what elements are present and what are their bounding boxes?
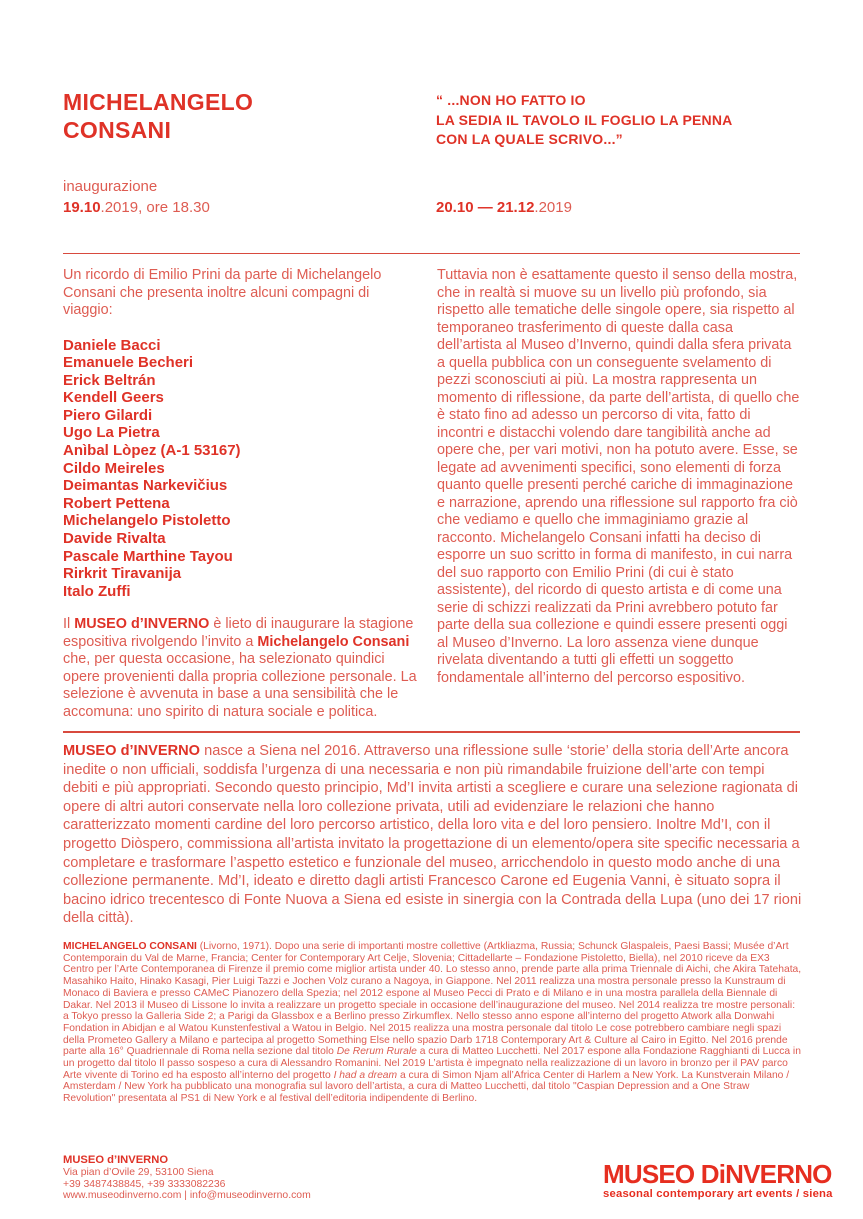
artist-name: Cildo Meireles (63, 459, 165, 477)
artist-name: Michelangelo Pistoletto (63, 512, 231, 530)
museum-logo (603, 1161, 833, 1201)
period-dates: 20.10 — 21.12 (436, 199, 535, 216)
invitation-paragraph: Il MUSEO d’INVERNO è lieto di inaugurare la stagione espositiva rivolgendo l’invito a Michelangelo Consani che, per questa occasione, ha selezionato quindici opere provenienti dalla propria collezione personale. La selezione è avvenuta in base a una sensibilità che le accomuna: uno spirito di natura sociale e politica. (63, 616, 417, 720)
opening-label: inaugurazione (63, 178, 158, 195)
exhibition-quote (436, 91, 732, 150)
museum-logo-wordmark: MUSEO DiNVERNO (603, 1159, 832, 1189)
artist-name: Italo Zuffi (63, 582, 131, 600)
opening-info (63, 176, 210, 218)
page-title (63, 88, 253, 144)
artist-name: Emanuele Becheri (63, 354, 194, 372)
quote-line: “ ...NON HO FATTO IO (436, 92, 586, 108)
museum-address: Via pian d’Ovile 29, 53100 Siena (63, 1167, 214, 1179)
artist-name: Erick Beltrán (63, 371, 156, 389)
exhibition-period (436, 197, 572, 218)
artist-name: Robert Pettena (63, 494, 170, 512)
artist-name: Pascale Marthine Tayou (63, 547, 233, 565)
artist-name: Ugo La Pietra (63, 424, 160, 442)
museum-about-text: nasce a Siena nel 2016. Attraverso una riflessione sulle ‘storie’ della storia dell’Arte ancora inedite o non ufficiali, soddisfa l’urgenza di una necessaria e non più rimandabile fruizione dell’arte con tempi debiti e più appropriati. Secondo questo principio, Md’I invita artisti a scegliere e curare una selezione ragionata di opere di altri autori conservate nella loro collezione privata, utili ad evidenziare le relazioni che hanno caratterizzato momenti cardine del loro percorso artistico, della loro vita e del loro pensiero. Inoltre Md’I, con il progetto Diòspero, commissiona all’artista invitato la progettazione di un elemento/opera site specific necessaria a completare e trasformare l’aspetto estetico e funzionale del museo, arricchendolo in questo modo anche di una collezione permanente. Md’I, ideato e diretto dagli artisti Francesco Carone ed Eugenia Vanni, è situato sopra il bacino idrico trecentesco di Fonte Nuova a Siena ed esiste in sinergia con la Contrada della Lupa (uno dei 17 rioni della città). (63, 743, 802, 927)
museum-about-lead: MUSEO d’INVERNO (63, 743, 201, 759)
artist-name: Rirkrit Tiravanija (63, 565, 182, 583)
left-column (63, 267, 421, 721)
page-title-line2: CONSANI (63, 117, 172, 143)
artist-bio: MICHELANGELO CONSANI (Livorno, 1971). Dopo una serie di importanti mostre collettive (Artkliazma, Russia; Schunck Glaspaleis, Paesi Bassi; Musée d’Art Contemporain du Val de Marne, Francia; Center for Contemporary Art Celje, Slovenia; Cittadellarte – Fondazione Pistoletto, Biella), nel 2010 riceve da EX3 Centro per l’Arte Contemporanea di Firenze il premio come miglior artista under 40. Lo stesso anno, prende parte alla prima Triennale di Aichi, che Akira Tatehata, Masahiko Haito, Hinako Kasagi, Pier Luigi Tazzi e Jochen Volz curano a Nagoya, in Giappone. Nel 2011 realizza una mostra personale presso la Kunstraum di Monaco di Baviera e presso CAMeC Pianozero della Spezia; nel 2012 espone al Museo Pecci di Prato e di Milano e in una mostra parallela della Biennale di Dakar. Nel 2013 il Museo di Lissone lo invita a realizzare un progetto speciale in occasione dell’inaugurazione del museo. Nel 2014 realizza tre mostre personali: a Tokyo presso la Galleria Side 2; a Parigi da Glassbox e a Berlino presso Zirkumflex. Nello stesso anno espone all’interno del progetto Atwork alla Donwahi Fondation in Abidjan e al Watou Kunstenfestival a Watou in Belgio. Nel 2015 realizza una mostra personale dal titolo Le cose potrebbero cambiare negli spazi della Prometeo Gallery a Milano e partecipa al progetto Something Else nello spazio Darb 1718 Contemporary Art & Culture al Cairo in Egitto. Nel 2016 prende parte alla 16° Quadriennale di Roma nella sezione dal titolo De Rerum Rurale a cura di Matteo Lucchetti. Nel 2017 espone alla Fondazione Ragghianti di Lucca in un progetto dal titolo Il passo sospeso a cura di Alessandro Romanini. Nel 2019 L’artista è impegnato nella realizzazione di un lavoro in bronzo per il PAV parco Arte vivente di Torino ed ha esposto all’interno del progetto I had a dream a cura di Simon Njam all’Africa Center di Harlem a New York. La Kunstverain Milano / Amsterdam / New York ha pubblicato una monografia sul lavoro dell’artista, a cura di Matteo Lucchetti, dal titolo "Caspian Depression and a One Straw Revolution" presentata al PS1 di New York e al festival dell’editoria indipendente di Berlino. (63, 941, 802, 1105)
opening-date (63, 197, 210, 218)
two-column-section (63, 267, 800, 721)
museum-name: MUSEO d’INVERNO (63, 1154, 169, 1166)
opening-date-day: 19.10 (63, 199, 101, 216)
museum-about (63, 742, 803, 928)
divider-middle (63, 731, 800, 733)
artist-name: Daniele Bacci (63, 336, 161, 354)
page-title-line1: MICHELANGELO (63, 89, 254, 115)
intro-paragraph: Un ricordo di Emilio Prini da parte di Michelangelo Consani che presenta inoltre alcuni compagni di viaggio: (63, 267, 382, 318)
period-year: .2019 (534, 199, 572, 216)
artist-list (63, 337, 421, 601)
artist-name: Piero Gilardi (63, 406, 153, 424)
museum-logo-subtitle: seasonal contemporary art events / siena (603, 1188, 833, 1200)
artist-name: Deimantas Narkevičius (63, 477, 228, 495)
artist-name: Kendell Geers (63, 389, 164, 407)
quote-line: CON LA QUALE SCRIVO...” (436, 131, 623, 147)
artist-name: Anìbal Lòpez (A-1 53167) (63, 442, 241, 460)
artist-name: Davide Rivalta (63, 530, 166, 548)
museum-links[interactable]: www.museodinverno.com | info@museodinverno.com (63, 1189, 311, 1201)
divider-top (63, 253, 800, 254)
opening-date-rest: .2019, ore 18.30 (100, 199, 210, 216)
exhibition-description: Tuttavia non è esattamente questo il senso della mostra, che in realtà si muove su un livello più profondo, sia rispetto alle tematiche delle singole opere, sia rispetto al temporaneo trasferimento di queste dalla casa dell’artista al Museo d’Inverno, quindi dalla sfera privata a quella pubblica con un conseguente svelamento di pezzi sconosciuti ai più. La mostra rappresenta un momento di riflessione, da parte dell’artista, di quello che è stato fino ad adesso un percorso di vita, fatto di incontri e distacchi volendo dare tangibilità anche ad opere che, per vari motivi, non ha potuto avere. Esse, se legate ad avvenimenti specifici, sono elementi di forza quanto quelle presenti perché cariche di immaginazione e narrazione, aprendo una riflessione sul rapporto fra ciò che vediamo e quello che immaginiamo grazie al racconto. Michelangelo Consani infatti ha deciso di esporre un suo scritto in forma di manifesto, in cui narra del suo rapporto con Emilio Prini (di cui è stato assistente), del ricordo di questo artista e di come una serie di schizzi realizzati da Prini avrebbero potuto far parte della sua collezione e quindi essere presenti oggi al Museo d’Inverno. La loro assenza viene dunque rivelata diventando a tutti gli effetti un soggetto fondamentale all’interno del percorso espositivo. (437, 267, 800, 686)
quote-line: LA SEDIA IL TAVOLO IL FOGLIO LA PENNA (436, 111, 733, 128)
right-column (437, 267, 800, 721)
museum-phones: +39 3487438845, +39 3333082236 (63, 1178, 226, 1190)
museum-contact (63, 1155, 311, 1201)
